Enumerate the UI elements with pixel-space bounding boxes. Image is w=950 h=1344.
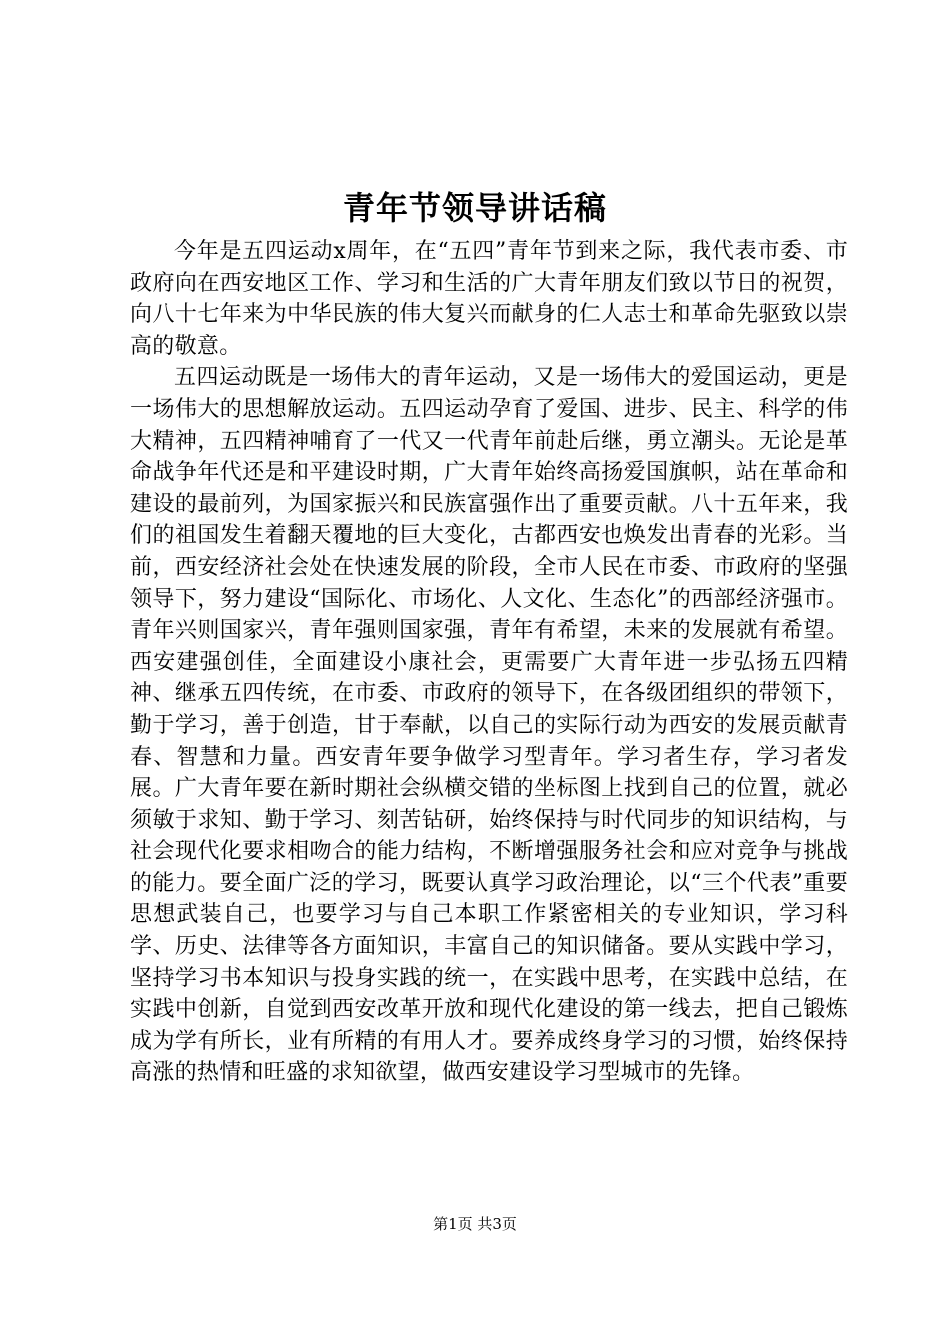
page-number-footer: 第1页 共3页 [433,1215,517,1233]
paragraph-1: 今年是五四运动x周年，在“五四”青年节到来之际，我代表市委、市政府向在西安地区工作、学习和生活的广大青年朋友们致以节日的祝贺，向八十七年来为中华民族的伟大复兴而献身的仁人志士和革命先驱致以崇高的敬意。 [130,239,848,359]
document-body [130,236,848,1089]
document-title: 青年节领导讲话稿 [342,189,607,227]
paragraph-2: 五四运动既是一场伟大的青年运动，又是一场伟大的爱国运动，更是一场伟大的思想解放运动。五四运动孕育了爱国、进步、民主、科学的伟大精神，五四精神哺育了一代又一代青年前赴后继，勇立潮头。无论是革命战争年代还是和平建设时期，广大青年始终高扬爱国旗帜，站在革命和建设的最前列，为国家振兴和民族富强作出了重要贡献。八十五年来，我们的祖国发生着翻天覆地的巨大变化，古都西安也焕发出青春的光彩。当前，西安经济社会处在快速发展的阶段，全市人民在市委、市政府的坚强领导下，努力建设“国际化、市场化、人文化、生态化”的西部经济强市。青年兴则国家兴，青年强则国家强，青年有希望，未来的发展就有希望。西安建强创佳，全面建设小康社会，更需要广大青年进一步弘扬五四精神、继承五四传统，在市委、市政府的领导下，在各级团组织的带领下，勤于学习，善于创造，甘于奉献，以自己的实际行动为西安的发展贡献青春、智慧和力量。西安青年要争做学习型青年。学习者生存，学习者发展。广大青年要在新时期社会纵横交错的坐标图上找到自己的位置，就必须敏于求知、勤于学习、刻苦钻研，始终保持与时代同步的知识结构，与社会现代化要求相吻合的能力结构，不断增强服务社会和应对竞争与挑战的能力。要全面广泛的学习，既要认真学习政治理论，以“三个代表”重要思想武装自己，也要学习与自己本职工作紧密相关的专业知识，学习科学、历史、法律等各方面知识，丰富自己的知识储备。要从实践中学习，坚持学习书本知识与投身实践的统一，在实践中思考，在实践中总结，在实践中创新，自觉到西安改革开放和现代化建设的第一线去，把自己锻炼成为学有所长，业有所精的有用人才。要养成终身学习的习惯，始终保持高涨的热情和旺盛的求知欲望，做西安建设学习型城市的先锋。 [130,365,848,1086]
